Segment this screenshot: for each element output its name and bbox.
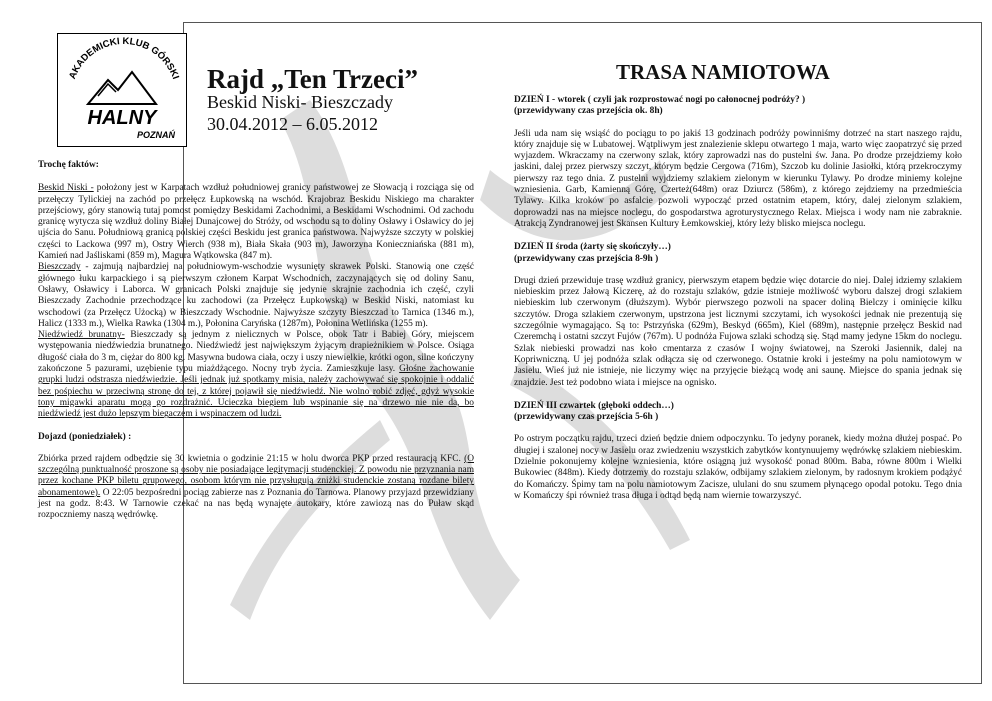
- day3-text: Po ostrym początku rajdu, trzeci dzień będzie dniem odpoczynku. To jedyny poranek, kiedy można dłużej pospać. Po długiej i szalonej nocy w Jasielu oraz zwiedzeniu wszystkich zabytków kontynuujemy wędrówkę szlakiem niebieskim. Dzielnie pokonujemy kolejne wzniesienia, które osiągną już wysokość ponad 800m. Baba, równe 800m i Wielki Bukowiec (848m). Kiedy dotrzemy do rozstaju szlaków, odbijamy szlakiem zielonym, by radosnym krokiem podążyć do Komańczy. Śpimy tam na polu namiotowym Zacisze, ululani do snu szumem płynącego opodal potoku. Tego dnia w Komańczy śpi również trasa długa i odtąd będą nam wiernie towarzyszyć.: [514, 434, 962, 501]
- day1-heading: DZIEŃ I - wtorek ( czyli jak rozprostować nogi po całonocnej podróży? ): [514, 95, 806, 105]
- travel-heading: Dojazd (poniedziałek) :: [38, 431, 132, 442]
- facts-heading: Trochę faktów:: [38, 160, 99, 170]
- svg-text:AKADEMICKI KLUB GÓRSKI: [67, 36, 181, 81]
- day2-heading: DZIEŃ II środa (żarty się skończyły…): [514, 242, 671, 253]
- event-dates: 30.04.2012 – 6.05.2012: [207, 114, 378, 134]
- bear-text: Bieszczady są jednym z nielicznych w Polsce, obok Tatr i Babiej Góry, miejscem występowania niedźwiedzia brunatnego. Niedźwiedź jest największym żyjącym drapieżnikiem w Polsce. Osiąga długość ciała do 3 m, ciężar do 800 kg. Masywna budowa ciała, oczy i uszy niewielkie, krótki ogon, silne kończyny zakończone 5 pazurami, uzębienie typu miażdżącego. Nocny tryb życia. Zamieszkuje lasy.: [38, 330, 474, 375]
- event-subtitle: Beskid Niski- Bieszczady: [207, 92, 393, 112]
- day2-time: (przewidywany czas przejścia 8-9h ): [514, 253, 659, 264]
- bear-warning: Głośne zachowanie grupki ludzi odstrasza niedźwiedzie. Jeśli jednak już spotkamy misia, należy zachowywać się spokojnie i oddalić bez pośpiechu w przeciwną stronę do tej, z której pojawił się niedźwiedź. Nie wolno robić zdjęć, gdyż wysokie tony migawki aparatu mogą go rozdrażnić. Ucieczka biegiem lub wspinanie się na drzewo nie nie da, bo niedźwiedź jest dużo lepszym biegaczem i wspinaczem od ludzi.: [38, 364, 474, 420]
- day2-text: Drugi dzień przewiduje trasę wzdłuż granicy, pierwszym etapem będzie więc dotarcie do niej. Dalej idziemy szlakiem niebieskim przez Jałową Kiczerę, aż do rozstaju szlaków, gdzie istnieje możliwość wyboru dalszej drogi szlakiem niebieskim lub czerwonym (dłuższym). Wybór pierwszego pozwoli na spacer doliną Bielczy i ominięcie kilku szczytów. Droga szlakiem czerwonym, upstrzona jest licznymi szczytami, ich wysokości jednak nie prezentują się szczególnie wymagająco. Są to: Pstrzyńska (629m), Beskyd (665m), Kiel (689m), następnie przełęcz Beskid nad Czeremchą i ostatni szczyt Fujów (767m). U podnóża Fujowa szlaki schodzą się. Stąd mamy jedyne 15km do noclegu. Szlak niebieski prowadzi nas koło cmentarza z czasów I wojny światowej, na Szeroki Jasiennik, dalej na Kopriwniczną. U jej podnóża szlak odłącza się od czerwonego. Ostatnie kroki i jesteśmy na polu namiotowym w Jasielu. Wieś już nie istnieje, nie liczymy więc na przyjęcie bieżącą wodę ani saunę. Miejsce do spania jednak się znajdzie. Jest też podobno wiata i miejsce na ognisko.: [514, 275, 962, 388]
- facts-paragraph: [38, 183, 474, 420]
- club-logo: [57, 33, 187, 147]
- day1-text: Jeśli uda nam się wsiąść do pociągu to po jakiś 13 godzinach podróży powinniśmy dotrzeć na start naszego rajdu, który znajduje się w Lubatowej. Wątpliwym jest znalezienie sklepu otwartego 1 maja, warto więc zaopatrzyć się przed wyjazdem. Wkraczamy na czerwony szlak, który zaprowadzi nas do pustelni św. Jana. Po drodze przejdziemy koło jaskini, dalej przez pierwszy szczyt, którym będzie Cergowa (716m), Szczob ku dolinie Jasiołki, którą przekroczymy pierwszy raz tego dnia. Z pustelni wyjdziemy szlakiem zielonym w kierunku Tylawy. Po drodze miniemy kolejne wzniesienia. Garb, Kamienną Górę, Czerteż(648m) oraz Dziurcz (586m), z którego zejdziemy na przedmieścia Tylawy. Kilka kroków po asfalcie pozwoli wypocząć przed ostatnim etapem, który, dalej zielonym szlakiem, doprowadzi nas na miejsce noclegu, do gospodarstwa agroturystycznego Relax. Miejsca i wody nam nie zabraknie. Atrakcją Zyndranowej jest Skansen Kultury Łemkowskiej, który leży blisko miejsca noclegu.: [514, 128, 962, 229]
- left-column: [38, 160, 474, 522]
- event-title: Rajd „Ten Trzeci”: [207, 64, 418, 94]
- logo-city: POZNAŃ: [137, 130, 175, 140]
- travel-text-underlined: (O szczególną punktualność proszone są osoby nie posiadające legitymacji studenckiej. Z powodu nie przyznania nam przez kochane PKP biletu grupowego, osobom którym nie przysługują zniżki studenckie zostaną rozdane bilety abonamentowe).: [38, 453, 474, 498]
- mountain-logo-icon: [58, 34, 186, 146]
- logo-club-name: AKADEMICKI KLUB GÓRSKI: [67, 35, 181, 81]
- day3-time: (przewidywany czas przejścia 5-6h ): [514, 412, 659, 423]
- bear-label: Niedźwiedź brunatny-: [38, 330, 125, 341]
- day3-heading: DZIEŃ III czwartek (głęboki oddech…): [514, 400, 674, 411]
- route-title: TRASA NAMIOTOWA: [616, 60, 830, 84]
- day1-time: (przewidywany czas przejścia ok. 8h): [514, 106, 663, 117]
- beskid-niski-text: położony jest w Karpatach wzdłuż południowej granicy państwowej ze Słowacją i rozciąga się od przełęczy Tylickiej na zachód po przełęcz Łupkowską na wschód. Krajobraz Beskidu Niskiego ma charakter przejściowy, góry stanowią tutaj pomost pomiędzy Beskidami Zachodnimi, a Beskidami Wschodnimi. Od zachodu granicę wytycza się wzdłuż doliny Białej Dunajcowej do Stróży, od wschodu są to doliny Osławy i Osławicy do jej ujścia do Sanu. Południową granicą polskiej części Beskidu jest granica państwowa. Najwyższe szczyty w polskiej części to Lackowa (997 m), Ostry Wierch (938 m), Biała Skała (903 m), Jaworzyna Konieczniańska (881 m), Kamień nad Jaśliskami (859 m), Magura Wątkowska (847 m).: [38, 183, 474, 262]
- right-column: [514, 95, 962, 502]
- travel-text-a: Zbiórka przed rajdem odbędzie się 30 kwietnia o godzinie 21:15 w holu dworca PKP przed restauracją KFC.: [38, 453, 465, 464]
- beskid-niski-label: Beskid Niski -: [38, 183, 94, 194]
- travel-paragraph: [38, 454, 474, 522]
- logo-name: HALNY: [87, 107, 157, 129]
- bieszczady-label: Bieszczady: [38, 262, 81, 273]
- travel-text-b: O 22:05 bezpośredni pociąg zabierze nas z Poznania do Tarnowa. Planowy przyjazd przewidziany jest na godz. 8:43. W Tarnowie czekać na nas będą wynajęte autokary, które zawiozą nas do Puław skąd rozpoczniemy naszą wędrówkę.: [38, 487, 474, 521]
- bieszczady-text: - zajmują najbardziej na południowym-wschodzie wysunięty skrawek Polski. Stanowią one część głównego łuku karpackiego i są pierwszym członem Karpat Wschodnich, zaczynających się od doliny Sanu, Osławy, Osławicy i Laborca. W granicach Polski znajduje się jedynie skrajnie zachodnia ich część, czyli Bieszczady Zachodnie przechodzące ku zachodowi (za Przełęcz Łupkowską) w Beskid Niski, natomiast ku wschodowi (za Przełęcz Użocką) w Bieszczady Wschodnie. Najwyższe szczyty Bieszczad to Tarnica (1346 m.), Halicz (1333 m.), Wielka Rawka (1304 m.), Połonina Caryńska (1287m), Połonina Wetlińska (1255 m).: [38, 262, 474, 329]
